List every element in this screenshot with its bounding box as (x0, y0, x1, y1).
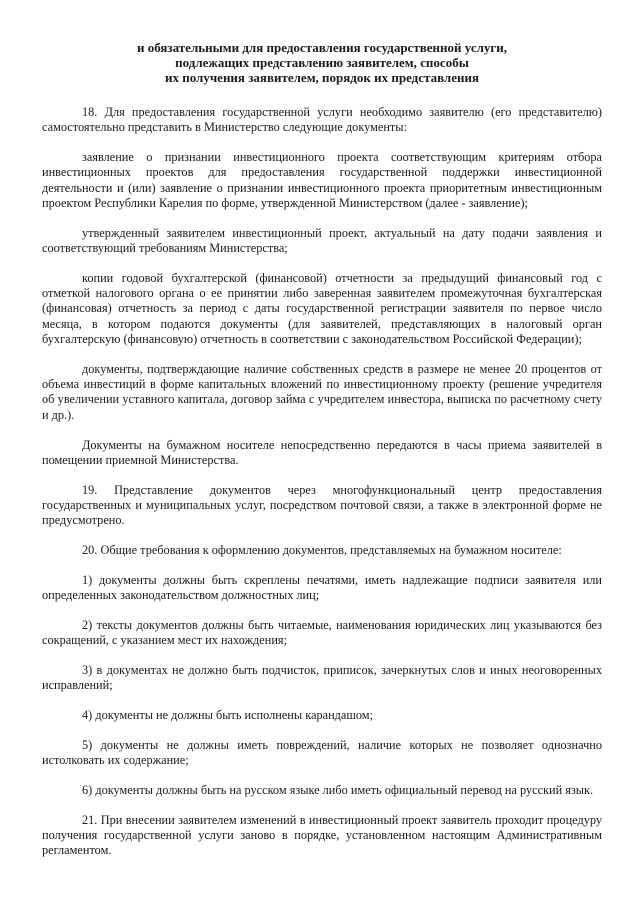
paragraph-21: 21. При внесении заявителем изменений в инвестиционный проект заявитель проходит процедуру получения государственной услуги заново в порядке, установленном настоящим Административным регламентом. (42, 812, 602, 858)
paragraph-application: заявление о признании инвестиционного проекта соответствующим критериям отбора инвестиционных проектов для предоставления государственной поддержки инвестиционной деятельности и (или) заявление о признании инвестиционного проекта приоритетным инвестиционным проектом Республики Карелия по форме, утвержденной Министерством (далее - заявление); (42, 150, 602, 210)
paragraph-20: 20. Общие требования к оформлению документов, представляемых на бумажном носителе: (82, 543, 562, 558)
requirement-1: 1) документы должны быть скреплены печатями, иметь надлежащие подписи заявителя или определенных законодательством должностных лиц; (42, 572, 602, 603)
section-heading (42, 40, 602, 85)
paragraph-financial-statements: копии годовой бухгалтерской (финансовой) отчетности за предыдущий финансовый год с отметкой налогового органа о ее принятии либо заверенная заявителем промежуточная бухгалтерская (финансовая) отчетность за период с даты государственной регистрации заявителя по первое число месяца, в котором подаются документы (для заявителей, представляющих в налоговый орган бухгалтерскую (финансовую) отчетность в соответствии с законодательством Российской Федерации); (42, 270, 602, 347)
paragraph-18: 18. Для предоставления государственной услуги необходимо заявителю (его представителю) самостоятельно представить в Министерство следующие документы: (42, 105, 602, 135)
requirement-6: 6) документы должны быть на русском языке либо иметь официальный перевод на русский язык. (82, 783, 594, 797)
requirement-4: 4) документы не должны быть исполнены карандашом; (82, 708, 373, 723)
paragraph-own-funds: документы, подтверждающие наличие собственных средств в размере не менее 20 процентов от объема инвестиций в форме капитальных вложений по инвестиционному проекту (решение учредителя об увеличении уставного капитала, договор займа с учредителем инвестора, выписка по расчетному счету и др.). (42, 361, 602, 422)
paragraph-investment-project: утвержденный заявителем инвестиционный проект, актуальный на дату подачи заявления и соответствующий требованиям Министерства; (42, 225, 602, 256)
requirement-5: 5) документы не должны иметь повреждений, наличие которых не позволяет однозначно истолковать их содержание; (42, 737, 602, 768)
paragraph-19: 19. Представление документов через многофункциональный центр предоставления государственных и муниципальных услуг, посредством почтовой связи, а также в электронной форме не предусмотрено. (42, 482, 602, 528)
paragraph-paper-submission: Документы на бумажном носителе непосредственно передаются в часы приема заявителей в помещении приемной Министерства. (42, 437, 602, 467)
heading-line-2: подлежащих представлению заявителем, способы (175, 55, 469, 70)
heading-line-3: их получения заявителем, порядок их представления (164, 70, 479, 85)
heading-line-1: и обязательными для предоставления государственной услуги, (136, 40, 508, 55)
requirement-3: 3) в документах не должно быть подчисток, приписок, зачеркнутых слов и иных неоговоренных исправлений; (42, 663, 602, 693)
requirement-2: 2) тексты документов должны быть читаемые, наименования юридических лиц указываются без сокращений, с указанием мест их нахождения; (42, 617, 602, 648)
